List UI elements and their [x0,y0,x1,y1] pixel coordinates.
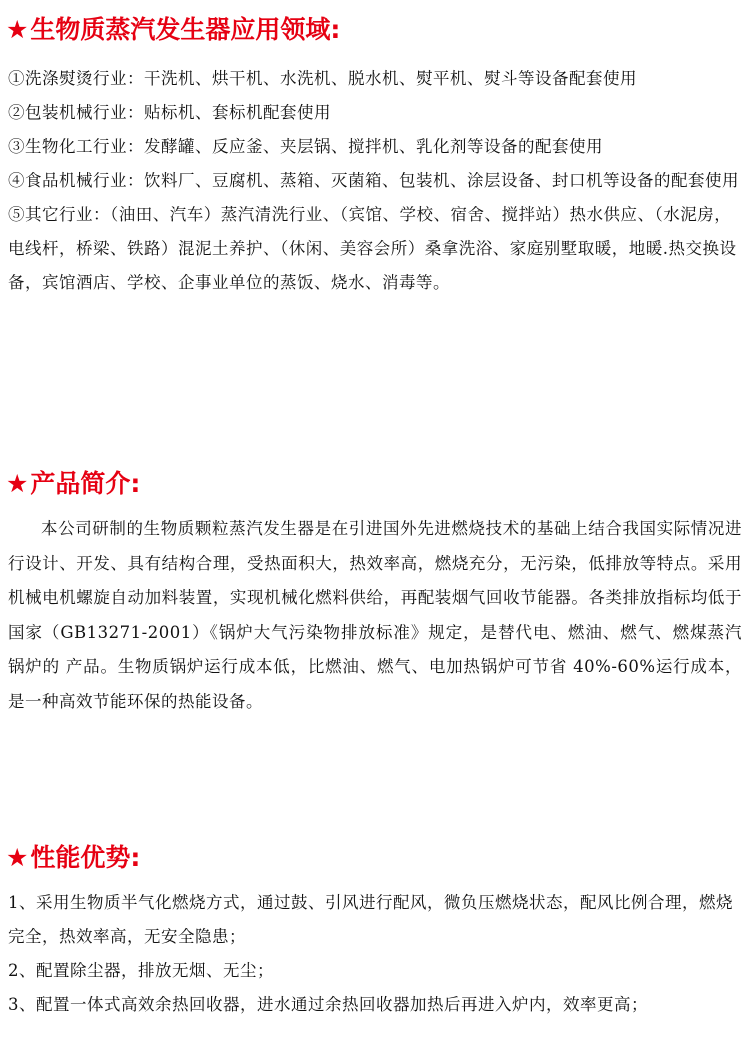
list-item: ③生物化工行业：发酵罐、反应釜、夹层锅、搅拌机、乳化剂等设备的配套使用 [8,137,603,156]
advantages-heading [6,842,140,874]
applications-title: 生物质蒸汽发生器应用领域: [30,15,341,44]
list-item: ④食品机械行业：饮料厂、豆腐机、蒸箱、灭菌箱、包装机、涂层设备、封口机等设备的配套使用 [8,171,739,190]
intro-body [8,512,742,719]
list-item: ①洗涤熨烫行业：干洗机、烘干机、水洗机、脱水机、熨平机、熨斗等设备配套使用 [8,69,637,88]
list-item: 2、配置除尘器，排放无烟、无尘； [8,961,274,980]
star-icon: ★ [6,469,29,498]
star-icon: ★ [6,15,29,44]
list-item: ②包装机械行业：贴标机、套标机配套使用 [8,103,331,122]
list-item: 3、配置一体式高效余热回收器，进水通过余热回收器加热后再进入炉内，效率更高； [8,995,648,1014]
intro-heading [6,468,140,500]
intro-title: 产品简介: [30,469,141,498]
list-item: ⑤其它行业：（油田、汽车）蒸汽清洗行业、（宾馆、学校、宿舍、搅拌站）热水供应、（水泥房，电线杆，桥梁、铁路）混泥土养护、（休闲、美容会所）桑拿洗浴、家庭别墅取暖，地暖.热交换设备，宾馆酒店、学校、企事业单位的蒸饭、烧水、消毒等。 [8,205,737,292]
list-item: 1、采用生物质半气化燃烧方式，通过鼓、引风进行配风，微负压燃烧状态，配风比例合理，燃烧完全，热效率高，无安全隐患； [8,893,733,946]
advantages-title: 性能优势: [30,843,141,872]
star-icon: ★ [6,843,29,872]
intro-paragraph: 本公司研制的生物质颗粒蒸汽发生器是在引进国外先进燃烧技术的基础上结合我国实际情况进行设计、开发、具有结构合理，受热面积大，热效率高，燃烧充分，无污染，低排放等特点。采用机械电机螺旋自动加料装置，实现机械化燃料供给，再配装烟气回收节能器。各类排放指标均低于国家（GB13271-2001）《锅炉大气污染物排放标准》规定，是替代电、燃油、燃气、燃煤蒸汽锅炉的 产品。生物质锅炉运行成本低，比燃油、燃气、电加热锅炉可节省 40%-60%运行成本，是一种高效节能环保的热能设备。 [8,519,742,711]
applications-list [8,62,742,300]
advantages-list [8,886,742,1022]
applications-heading [6,14,340,46]
